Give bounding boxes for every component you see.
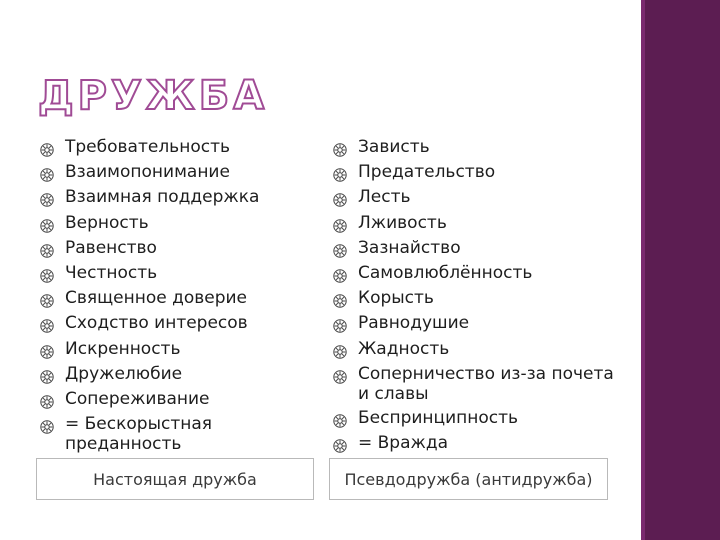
list-item-text: Дружелюбие <box>65 363 183 384</box>
list-item-text: Предательство <box>358 162 496 183</box>
gear-flower-icon <box>333 367 347 381</box>
gear-flower-icon <box>40 266 54 280</box>
list-item-text: Честность <box>65 263 158 284</box>
list-item-text: Требовательность <box>65 137 230 157</box>
list-item-text: Верность <box>65 212 149 233</box>
list-item-text: Священное доверие <box>65 288 248 309</box>
list-item-text: Зазнайство <box>358 237 461 258</box>
list-item <box>333 135 623 160</box>
list-item <box>40 311 310 336</box>
list-item <box>333 311 623 336</box>
right-list <box>333 135 623 456</box>
caption-pseudo-friendship: Псевдодружба (антидружба) <box>329 458 608 500</box>
gear-flower-icon <box>40 316 54 330</box>
list-item-text: Сходство интересов <box>65 313 248 334</box>
list-item-text: Взаимная поддержка <box>65 187 260 208</box>
list-item <box>40 185 310 210</box>
list-item-text: Равнодушие <box>358 313 470 334</box>
gear-flower-icon <box>40 342 54 356</box>
gear-flower-icon <box>40 241 54 255</box>
list-item <box>40 211 310 236</box>
list-item-text: = Вражда <box>358 433 449 454</box>
gear-flower-icon <box>333 216 347 230</box>
gear-flower-icon <box>40 140 54 154</box>
list-item-text: Взаимопонимание <box>65 162 230 183</box>
list-item <box>333 431 623 456</box>
list-item <box>40 412 310 456</box>
gear-flower-icon <box>40 165 54 179</box>
gear-flower-icon <box>333 241 347 255</box>
gear-flower-icon <box>40 190 54 204</box>
list-item <box>333 236 623 261</box>
list-item <box>333 211 623 236</box>
gear-flower-icon <box>333 342 347 356</box>
side-decor-band <box>641 0 720 540</box>
list-item <box>333 406 623 431</box>
list-item-text: Искренность <box>65 338 181 359</box>
list-item <box>333 160 623 185</box>
list-item-text: Лживость <box>358 212 447 233</box>
list-item-text: Жадность <box>358 338 450 359</box>
list-item-text: Сопереживание <box>65 389 210 410</box>
gear-flower-icon <box>333 291 347 305</box>
list-item <box>333 362 623 406</box>
list-item <box>40 337 310 362</box>
list-item <box>40 362 310 387</box>
list-item <box>333 261 623 286</box>
gear-flower-icon <box>333 316 347 330</box>
gear-flower-icon <box>40 367 54 381</box>
list-item-text: Соперничество из-за почета и славы <box>358 363 614 404</box>
list-item <box>40 135 310 160</box>
list-item-text: Равенство <box>65 237 157 258</box>
list-item <box>40 236 310 261</box>
gear-flower-icon <box>333 165 347 179</box>
list-item-text: Корысть <box>358 288 434 309</box>
list-item-text: Лесть <box>358 187 411 208</box>
list-item-text: Самовлюблённость <box>358 263 533 284</box>
gear-flower-icon <box>333 411 347 425</box>
slide-title: ДРУЖБА <box>38 73 269 119</box>
left-list <box>40 135 310 456</box>
gear-flower-icon <box>333 266 347 280</box>
list-item <box>40 286 310 311</box>
gear-flower-icon <box>40 392 54 406</box>
list-item <box>40 261 310 286</box>
list-item <box>40 160 310 185</box>
list-item <box>40 387 310 412</box>
gear-flower-icon <box>40 417 54 431</box>
gear-flower-icon <box>40 291 54 305</box>
caption-true-friendship: Настоящая дружба <box>36 458 314 500</box>
list-item <box>333 337 623 362</box>
gear-flower-icon <box>333 436 347 450</box>
gear-flower-icon <box>40 216 54 230</box>
side-band-accent <box>641 0 645 540</box>
list-item-text: Беспринципность <box>358 407 519 428</box>
list-item <box>333 185 623 210</box>
list-item <box>333 286 623 311</box>
list-item-text: Зависть <box>358 137 430 157</box>
gear-flower-icon <box>333 140 347 154</box>
list-item-text: = Бескорыстная преданность <box>65 414 213 455</box>
gear-flower-icon <box>333 190 347 204</box>
